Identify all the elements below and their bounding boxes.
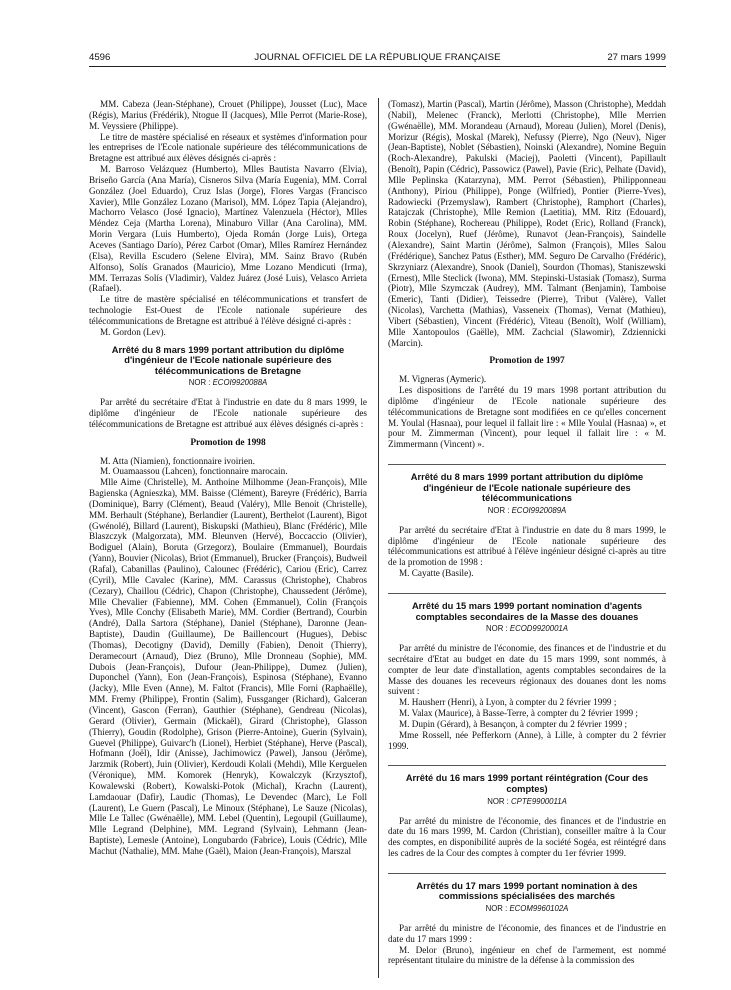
paragraph: M. Atta (Niamien), fonctionnaire ivoirien. bbox=[100, 455, 255, 466]
journal-title: JOURNAL OFFICIEL DE LA RÉPUBLIQUE FRANÇAISE bbox=[254, 52, 501, 63]
section-separator bbox=[388, 765, 666, 766]
nor-code: ECOI9920089A bbox=[511, 505, 567, 515]
nor-code: ECOI9920088A bbox=[212, 378, 268, 388]
paragraph: M. Hausherr (Henri), à Lyon, à compter du 2 février 1999 ; bbox=[399, 697, 617, 708]
section-separator bbox=[388, 464, 666, 465]
paragraph: M. Barroso Velázquez (Humberto), Mlles Bautista Navarro (Elvia), Briseño García (Ana María), Cisneros Silva (María Eugenia), MM. Corral González (Joel Eduardo), Cruz Islas (Jorge), Flores Vargas (Francisco Xavier), Mlle González Lozano (Marisol), MM. López Tapia (Alejandro), Machorro Velasco (José Ignacio), Martínez Valenzuela (Héctor), Mlles Méndez Ceja (Martha Lorena), Minaburo Villar (Ana Carolina), MM. Morin Vergara (Luis Humberto), Ojeda Román (Jorge Luis), Ortega Aceves (Santiago Darío), Pérez Carbot (Omar), Mlles Ramírez Hernández (Elsa), Revilla Escudero (Selene Elvira), MM. Sainz Bravo (Rubén Alfonso), Solís Granados (Mauricio), Mme Lozano Mendicuti (Irma), MM. Terrazas Solís (Vladimir), Valdez Juárez (José Luis), Velasco Arrieta (Rafael). bbox=[89, 164, 367, 294]
paragraph: (Tomasz), Martin (Pascal), Martin (Jérôme), Masson (Christophe), Meddah (Nabil), Melenec (Franck), Merlotti (Christophe), Mlle Merrien (Gwénaëlle), MM. Morandeau (Arnaud), Moreau (Julien), Morel (Denis), Morizur (Régis), Moskal (Marek), Nefussy (Pierre), Ngo (Neuv), Niger (Jean-Baptiste), Noblet (Sébastien), Noinski (Alexandre), Nomine Beguin (Roch-Alexandre), Pakulski (Maciej), Paoletti (Vincent), Papillault (Benoît), Papin (Cédric), Passowicz (Pawel), Pavie (Eric), Pelhate (David), Mlle Peplinska (Katarzyna), MM. Perrot (Sébastien), Philipponneau (Anthony), Piriou (Philippe), Ponge (Wilfried), Pontier (Pierre-Yves), Radowiecki (Przemyslaw), Rambert (Christophe), Ramphort (Charles), Ratajczak (Christophe), Mlle Remion (Laetitia), MM. Ritz (Edouard), Robin (Stéphane), Rochereau (Philippe), Rodet (Eric), Rolland (Franck), Roux (Jocelyn), Ruef (Jérôme), Runavot (Jean-François), Saindelle (Alexandre), Saint Martin (Jérôme), Salmon (François), Mlles Salou (Frédérique), Sanchez Patus (Esther), MM. Seguro De Carvalho (Frédéric), Skrzyniarz (Alexandre), Snook (Daniel), Sourdon (Thomas), Staniszewski (Ernest), Mlle Steclick (Iwona), MM. Stepinski-Ustasiak (Tomasz), Surma (Piotr), Mlle Szymczak (Audrey), MM. Talmant (Benjamin), Tamboise (Emeric), Tanti (Didier), Teissedre (Pierre), Tribut (Valère), Vallet (Nicolas), Varchetta (Mathias), Vasseneix (Thomas), Vernat (Mathieu), Vibert (Sébastien), Vincent (Frédéric), Viteau (Benoît), Wolf (William), Mlle Xantopoulos (Gaëlle), MM. Zachcial (Slawomir), Zdziennicki (Marcin). bbox=[388, 99, 666, 348]
arrete-title: Arrêtés du 17 mars 1999 portant nomination à des commissions spécialisées des marchés bbox=[416, 880, 638, 902]
paragraph: Par arrêté du secrétaire d'Etat à l'industrie en date du 8 mars 1999, le diplôme d'ingénieur de l'Ecole nationale supérieure des télécommunications de Bretagne est attribué aux élèves désignés ci-après : bbox=[89, 397, 367, 429]
paragraph: Les dispositions de l'arrêté du 19 mars 1998 portant attribution du diplôme d'ingénieur de l'Ecole nationale supérieure des télécommunications de Bretagne sont modifiées en ce qu'elles concernent M. Youlal (Hasnaa), pour lequel il fallait lire : « Mlle Youlal (Hasnaa) », et pour M. Zimmerman (Vincent), pour lequel il fallait lire : « M. Zimmermann (Vincent) ». bbox=[388, 385, 666, 450]
paragraph: Par arrêté du ministre de l'économie, des finances et de l'industrie en date du 17 mars 1999 : bbox=[388, 922, 666, 944]
paragraph: Par arrêté du ministre de l'économie, des finances et de l'industrie et du secrétaire d'Etat au budget en date du 15 mars 1999, sont nommés, à compter de leur date d'installation, agents comptables secondaires de la Masse des douanes les receveurs régionaux des douanes dont les noms suivent : bbox=[388, 643, 666, 697]
paragraph: M. Gordon (Lev). bbox=[100, 326, 166, 337]
nor-label: NOR : bbox=[188, 378, 211, 388]
paragraph: MM. Cabeza (Jean-Stéphane), Crouet (Philippe), Jousset (Luc), Mace (Régis), Marius (Frédérik), Ntogue II (Jacques), Mlle Perrot (Marie-Rose), M. Veyssiere (Philippe). bbox=[89, 99, 367, 131]
promotion-heading: Promotion de 1997 bbox=[489, 356, 565, 367]
section-separator bbox=[388, 593, 666, 594]
paragraph: Mme Rossell, née Pefferkorn (Anne), à Lille, à compter du 2 février 1999. bbox=[388, 729, 666, 751]
arrete-title: Arrêté du 8 mars 1999 portant attribution du diplôme d'ingénieur de l'Ecole nationale supérieure des télécommunications de Bretagne bbox=[111, 344, 345, 376]
nor-reference bbox=[388, 624, 666, 635]
section-separator bbox=[388, 873, 666, 874]
paragraph: M. Valax (Maurice), à Basse-Terre, à compter du 2 février 1999 ; bbox=[399, 708, 638, 719]
nor-label: NOR : bbox=[487, 796, 509, 806]
promotion-heading: Promotion de 1998 bbox=[190, 437, 266, 448]
nor-code: ECOD9920001A bbox=[509, 624, 568, 634]
paragraph: Par arrêté du ministre de l'économie, des finances et de l'industrie en date du 16 mars 1999, M. Cardon (Christian), conseiller maître à la Cour des comptes, en disponibilité auprès de la société Sogéa, est réintégré dans les cadres de la Cour des comptes à compter du 1er février 1999. bbox=[388, 815, 666, 859]
arrete-title: Arrêté du 15 mars 1999 portant nomination d'agents comptables secondaires de la Masse des douanes bbox=[411, 601, 643, 622]
paragraph: Le titre de mastère spécialisé en télécommunications et transfert de technologie Est-Ouest de l'Ecole nationale supérieure des télécommunications de Bretagne est attribué à l'élève désigné ci-après : bbox=[89, 294, 367, 326]
nor-label: NOR : bbox=[486, 624, 508, 634]
arrete-title: Arrêté du 8 mars 1999 portant attribution du diplôme d'ingénieur de l'Ecole nationale supérieure des télécommunications bbox=[410, 472, 644, 504]
nor-reference bbox=[388, 797, 666, 808]
nor-code: ECOM9960102A bbox=[509, 904, 569, 914]
paragraph: M. Ouamaassou (Lahcen), fonctionnaire marocain. bbox=[100, 466, 288, 477]
left-column bbox=[89, 99, 367, 857]
paragraph: M. Vigneras (Aymeric). bbox=[399, 374, 487, 385]
header-rule bbox=[89, 66, 666, 67]
paragraph: Mlle Aime (Christelle), M. Anthoine Milhomme (Jean-François), Mlle Bagienska (Agnieszka), MM. Baisse (Clément), Bareyre (Frédéric), Barria (Dominique), Barry (Clément), Beaud (Valéry), Mlle Benoit (Christelle), MM. Berhault (Stéphane), Berlandier (Laurent), Berthelot (Laurent), Bigot (Gwénolé), Billard (Laurent), Biskupski (Mathieu), Blanc (Frédéric), Mlle Blaszczyk (Malgorzata), MM. Bleunven (Hervé), Boccaccio (Olivier), Bodiguel (Alain), Boruta (Grzegorz), Boulaire (Emmanuel), Bourdais (Yann), Bouvier (Nicolas), Briot (Emmanuel), Brucker (François), Budweil (Rafal), Cabanillas (Paulino), Calounec (Frédéric), Cariou (Eric), Carrez (Cyril), Mlle Cavalec (Karine), MM. Carassus (Christophe), Chabros (Cezary), Chaillou (Cédric), Chapon (Christophe), Chaussedent (Jérôme), Mlle Chevalier (Fabienne), MM. Cohen (Emmanuel), Colin (François Yves), Mlle Conchy (Elisabeth Marie), MM. Cordier (Bertrand), Courbin (André), Dalla Sartora (Stéphane), Daniel (Stéphane), Daronne (Jean-Baptiste), Daudin (Guillaume), De Baillencourt (Hugues), Debisc (Thomas), Decotigny (David), Demilly (Fabien), Denoit (Thierry), Deramecourt (Arnaud), Diez (Bruno), Mlle Dronneau (Sophie), MM. Dubois (Jean-François), Dufour (Jean-Philippe), Dumez (Julien), Duponchel (Yann), Eon (Jean-François), Espinosa (Stéphane), Evanno (Jacky), Mlle Even (Anne), M. Faltot (Francis), Mlle Forni (Raphaëlle), MM. Fremy (Philippe), Frontin (Salim), Fussganger (Richard), Galceran (Vincent), Gascon (Ferran), Gauthier (Stéphane), Gendreau (Nicolas), Gerard (Olivier), Germain (Mickaël), Girard (Christophe), Glasson (Thierry), Goudin (Rodolphe), Grison (Pierre-Antoine), Guerin (Sylvain), Guevel (Philippe), Guivarc'h (Lionel), Herbiet (Stéphane), Herve (Pascal), Hofmann (Joël), Idir (Anisse), Jachimowicz (Pawel), Jansou (Jérôme), Jarzmik (Robert), Juin (Olivier), Kerdoudi Kolali (Mehdi), Mlle Kerguelen (Véronique), MM. Komorek (Henryk), Kowalczyk (Krzysztof), Kowalewski (Robert), Kowalski-Potok (Michal), Krachn (Laurent), Lamdaouar (Dafir), Laudic (Thomas), Le Devendec (Marc), Le Foll (Laurent), Le Guern (Pascal), Le Minoux (Stéphane), Le Sauze (Nicolas), Mlle Le Tallec (Gwénaëlle), MM. Lebel (Quentin), Legoupil (Guillaume), Mlle Legrand (Delphine), MM. Legrand (Sylvain), Lehmann (Jean-Baptiste), Lemesle (Antoine), Longubardo (Fabrice), Louis (Cédric), Mlle Machut (Nathalie), MM. Mahe (Gaël), Maion (Jean-François), Marszal bbox=[89, 477, 367, 856]
column-separator bbox=[378, 98, 379, 978]
nor-code: CPTE9900011A bbox=[511, 796, 567, 806]
paragraph: M. Delor (Bruno), ingénieur en chef de l'armement, est nommé représentant titulaire du ministre de la défense à la commission des bbox=[388, 944, 666, 966]
paragraph: Par arrêté du secrétaire d'Etat à l'industrie en date du 8 mars 1999, le diplôme d'ingénieur de l'Ecole nationale supérieure des télécommunications est attribué à l'élève ingénieur désigné ci-après au titre de la promotion de 1998 : bbox=[388, 524, 666, 568]
right-column bbox=[388, 99, 666, 966]
paragraph: Le titre de mastère spécialisé en réseaux et systèmes d'information pour les entreprises de l'Ecole nationale supérieure des télécommunications de Bretagne est attribué aux élèves désignés ci-après : bbox=[89, 131, 367, 164]
nor-label: NOR : bbox=[485, 904, 508, 914]
nor-reference bbox=[388, 506, 666, 517]
page-number: 4596 bbox=[89, 52, 111, 63]
issue-date: 27 mars 1999 bbox=[607, 52, 666, 63]
nor-reference bbox=[388, 904, 666, 915]
arrete-title: Arrêté du 16 mars 1999 portant réintégration (Cour des comptes) bbox=[405, 773, 649, 795]
nor-reference bbox=[89, 378, 367, 389]
page-header bbox=[89, 52, 666, 66]
nor-label: NOR : bbox=[487, 505, 510, 515]
paragraph: M. Dupin (Gérard), à Besançon, à compter du 2 février 1999 ; bbox=[399, 718, 628, 729]
paragraph: M. Cayatte (Basile). bbox=[399, 568, 474, 579]
